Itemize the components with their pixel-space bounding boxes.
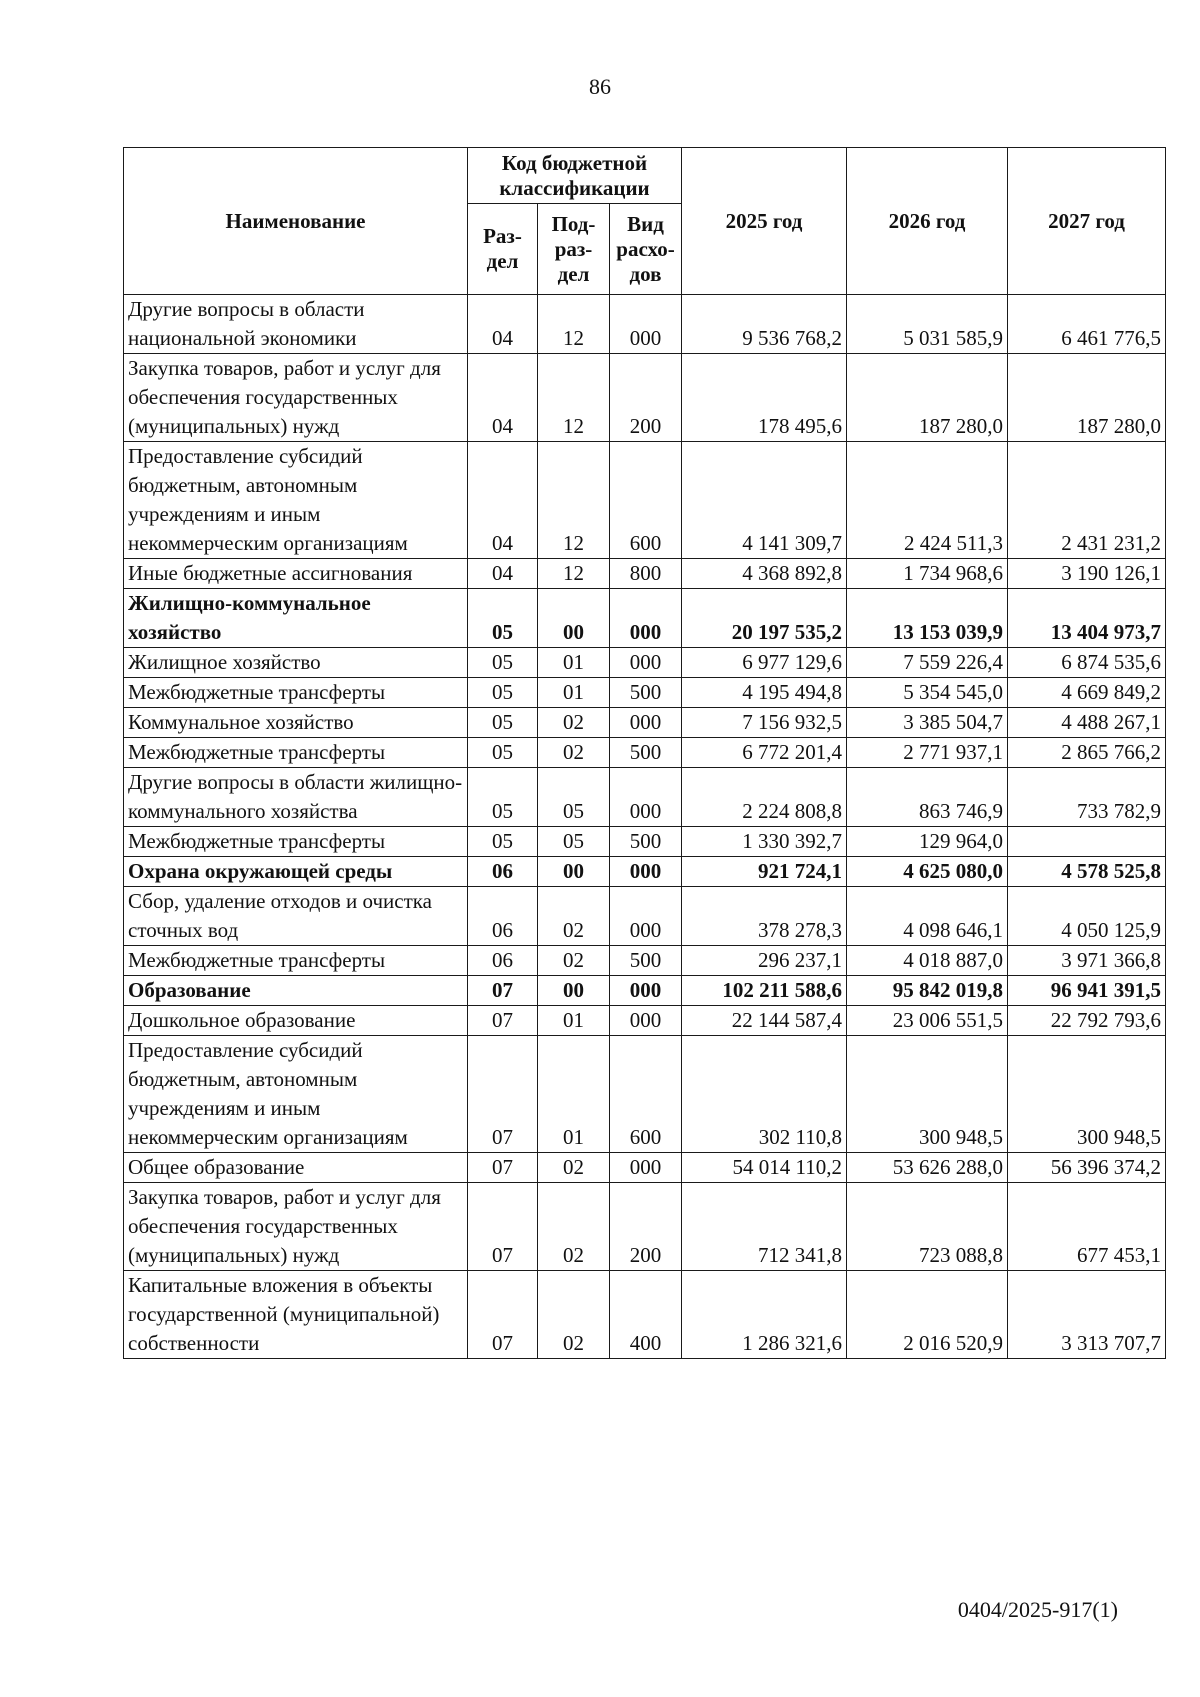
row-value-2027: 6 874 535,6 bbox=[1008, 648, 1166, 678]
row-value-2025: 4 195 494,8 bbox=[682, 678, 847, 708]
row-value-2026: 863 746,9 bbox=[847, 768, 1008, 827]
row-podrazdel: 05 bbox=[538, 827, 610, 857]
row-name: Межбюджетные трансферты bbox=[124, 678, 468, 708]
row-podrazdel: 00 bbox=[538, 857, 610, 887]
row-razdel: 04 bbox=[468, 559, 538, 589]
row-razdel: 07 bbox=[468, 1006, 538, 1036]
row-razdel: 05 bbox=[468, 648, 538, 678]
row-razdel: 04 bbox=[468, 442, 538, 559]
row-value-2025: 378 278,3 bbox=[682, 887, 847, 946]
budget-table bbox=[123, 147, 1166, 1359]
header-year-2025: 2025 год bbox=[682, 148, 847, 295]
table-row bbox=[124, 589, 1166, 648]
row-value-2025: 7 156 932,5 bbox=[682, 708, 847, 738]
row-razdel: 05 bbox=[468, 827, 538, 857]
row-value-2027: 300 948,5 bbox=[1008, 1036, 1166, 1153]
row-podrazdel: 02 bbox=[538, 946, 610, 976]
row-name: Межбюджетные трансферты bbox=[124, 738, 468, 768]
row-podrazdel: 02 bbox=[538, 1271, 610, 1359]
row-value-2027: 4 669 849,2 bbox=[1008, 678, 1166, 708]
row-vid-rashodov: 500 bbox=[610, 946, 682, 976]
row-value-2025: 296 237,1 bbox=[682, 946, 847, 976]
row-value-2027: 96 941 391,5 bbox=[1008, 976, 1166, 1006]
table-row bbox=[124, 768, 1166, 827]
table-row bbox=[124, 976, 1166, 1006]
row-podrazdel: 01 bbox=[538, 1036, 610, 1153]
row-name: Дошкольное образование bbox=[124, 1006, 468, 1036]
row-value-2026: 300 948,5 bbox=[847, 1036, 1008, 1153]
row-razdel: 05 bbox=[468, 768, 538, 827]
row-vid-rashodov: 500 bbox=[610, 827, 682, 857]
row-podrazdel: 00 bbox=[538, 589, 610, 648]
row-razdel: 05 bbox=[468, 589, 538, 648]
row-value-2025: 302 110,8 bbox=[682, 1036, 847, 1153]
row-razdel: 06 bbox=[468, 887, 538, 946]
row-name: Образование bbox=[124, 976, 468, 1006]
row-value-2027: 13 404 973,7 bbox=[1008, 589, 1166, 648]
row-value-2026: 2 424 511,3 bbox=[847, 442, 1008, 559]
row-razdel: 04 bbox=[468, 295, 538, 354]
row-vid-rashodov: 000 bbox=[610, 589, 682, 648]
row-value-2025: 1 330 392,7 bbox=[682, 827, 847, 857]
table-body bbox=[124, 295, 1166, 1359]
row-vid-rashodov: 200 bbox=[610, 354, 682, 442]
header-razdel: Раз-дел bbox=[468, 204, 538, 295]
table-row bbox=[124, 648, 1166, 678]
row-vid-rashodov: 500 bbox=[610, 738, 682, 768]
table-row bbox=[124, 827, 1166, 857]
row-value-2026: 4 625 080,0 bbox=[847, 857, 1008, 887]
row-value-2027: 4 050 125,9 bbox=[1008, 887, 1166, 946]
row-razdel: 06 bbox=[468, 857, 538, 887]
row-name: Закупка товаров, работ и услуг для обеспечения государственных (муниципальных) нужд bbox=[124, 354, 468, 442]
row-name: Капитальные вложения в объекты государственной (муниципальной) собственности bbox=[124, 1271, 468, 1359]
row-value-2026: 4 018 887,0 bbox=[847, 946, 1008, 976]
header-name: Наименование bbox=[124, 148, 468, 295]
row-value-2025: 921 724,1 bbox=[682, 857, 847, 887]
table-row bbox=[124, 1036, 1166, 1153]
header-vid-rashodov: Вид расхо-дов bbox=[610, 204, 682, 295]
row-podrazdel: 01 bbox=[538, 648, 610, 678]
row-name: Жилищно-коммунальное хозяйство bbox=[124, 589, 468, 648]
row-value-2025: 4 141 309,7 bbox=[682, 442, 847, 559]
row-value-2026: 23 006 551,5 bbox=[847, 1006, 1008, 1036]
row-vid-rashodov: 600 bbox=[610, 442, 682, 559]
row-value-2025: 9 536 768,2 bbox=[682, 295, 847, 354]
header-year-2027: 2027 год bbox=[1008, 148, 1166, 295]
header-code-group: Код бюджетной классификации bbox=[468, 148, 682, 204]
row-podrazdel: 01 bbox=[538, 1006, 610, 1036]
row-vid-rashodov: 600 bbox=[610, 1036, 682, 1153]
row-podrazdel: 12 bbox=[538, 295, 610, 354]
row-razdel: 05 bbox=[468, 678, 538, 708]
row-razdel: 07 bbox=[468, 1183, 538, 1271]
table-row bbox=[124, 1153, 1166, 1183]
row-value-2027: 677 453,1 bbox=[1008, 1183, 1166, 1271]
row-value-2027: 2 431 231,2 bbox=[1008, 442, 1166, 559]
row-podrazdel: 00 bbox=[538, 976, 610, 1006]
row-value-2026: 2 771 937,1 bbox=[847, 738, 1008, 768]
table-row bbox=[124, 442, 1166, 559]
row-vid-rashodov: 000 bbox=[610, 768, 682, 827]
row-name: Охрана окружающей среды bbox=[124, 857, 468, 887]
row-vid-rashodov: 200 bbox=[610, 1183, 682, 1271]
row-value-2025: 4 368 892,8 bbox=[682, 559, 847, 589]
row-podrazdel: 02 bbox=[538, 1183, 610, 1271]
table-row bbox=[124, 354, 1166, 442]
row-podrazdel: 05 bbox=[538, 768, 610, 827]
row-value-2026: 5 031 585,9 bbox=[847, 295, 1008, 354]
row-vid-rashodov: 000 bbox=[610, 648, 682, 678]
row-value-2025: 6 772 201,4 bbox=[682, 738, 847, 768]
row-vid-rashodov: 000 bbox=[610, 708, 682, 738]
row-podrazdel: 02 bbox=[538, 738, 610, 768]
row-value-2027: 733 782,9 bbox=[1008, 768, 1166, 827]
row-value-2025: 712 341,8 bbox=[682, 1183, 847, 1271]
row-value-2025: 54 014 110,2 bbox=[682, 1153, 847, 1183]
row-vid-rashodov: 800 bbox=[610, 559, 682, 589]
row-vid-rashodov: 000 bbox=[610, 857, 682, 887]
page-number: 86 bbox=[589, 74, 611, 99]
table-row bbox=[124, 559, 1166, 589]
row-name: Жилищное хозяйство bbox=[124, 648, 468, 678]
row-value-2026: 4 098 646,1 bbox=[847, 887, 1008, 946]
row-podrazdel: 12 bbox=[538, 559, 610, 589]
row-value-2027: 3 190 126,1 bbox=[1008, 559, 1166, 589]
row-razdel: 07 bbox=[468, 1036, 538, 1153]
table-row bbox=[124, 946, 1166, 976]
row-vid-rashodov: 000 bbox=[610, 295, 682, 354]
row-value-2026: 129 964,0 bbox=[847, 827, 1008, 857]
header-podrazdel: Под-раз-дел bbox=[538, 204, 610, 295]
row-name: Общее образование bbox=[124, 1153, 468, 1183]
row-name: Закупка товаров, работ и услуг для обеспечения государственных (муниципальных) нужд bbox=[124, 1183, 468, 1271]
row-razdel: 04 bbox=[468, 354, 538, 442]
table-row bbox=[124, 738, 1166, 768]
row-podrazdel: 02 bbox=[538, 887, 610, 946]
row-razdel: 05 bbox=[468, 738, 538, 768]
row-value-2026: 13 153 039,9 bbox=[847, 589, 1008, 648]
row-name: Межбюджетные трансферты bbox=[124, 827, 468, 857]
row-vid-rashodov: 000 bbox=[610, 1153, 682, 1183]
table-row bbox=[124, 1183, 1166, 1271]
row-name: Межбюджетные трансферты bbox=[124, 946, 468, 976]
row-razdel: 07 bbox=[468, 1271, 538, 1359]
document-code: 0404/2025-917(1) bbox=[957, 1597, 1118, 1622]
row-name: Предоставление субсидий бюджетным, автономным учреждениям и иным некоммерческим организациям bbox=[124, 1036, 468, 1153]
row-value-2027: 187 280,0 bbox=[1008, 354, 1166, 442]
row-podrazdel: 02 bbox=[538, 1153, 610, 1183]
row-vid-rashodov: 400 bbox=[610, 1271, 682, 1359]
row-value-2026: 3 385 504,7 bbox=[847, 708, 1008, 738]
row-value-2027: 6 461 776,5 bbox=[1008, 295, 1166, 354]
row-name: Иные бюджетные ассигнования bbox=[124, 559, 468, 589]
row-value-2027: 4 488 267,1 bbox=[1008, 708, 1166, 738]
row-name: Другие вопросы в области национальной экономики bbox=[124, 295, 468, 354]
row-value-2026: 2 016 520,9 bbox=[847, 1271, 1008, 1359]
row-name: Сбор, удаление отходов и очистка сточных вод bbox=[124, 887, 468, 946]
row-podrazdel: 01 bbox=[538, 678, 610, 708]
row-value-2026: 95 842 019,8 bbox=[847, 976, 1008, 1006]
row-vid-rashodov: 000 bbox=[610, 887, 682, 946]
row-razdel: 05 bbox=[468, 708, 538, 738]
row-value-2027: 2 865 766,2 bbox=[1008, 738, 1166, 768]
row-value-2025: 2 224 808,8 bbox=[682, 768, 847, 827]
row-value-2025: 1 286 321,6 bbox=[682, 1271, 847, 1359]
row-vid-rashodov: 000 bbox=[610, 1006, 682, 1036]
table-row bbox=[124, 295, 1166, 354]
table-row bbox=[124, 1271, 1166, 1359]
row-value-2026: 1 734 968,6 bbox=[847, 559, 1008, 589]
row-name: Коммунальное хозяйство bbox=[124, 708, 468, 738]
row-podrazdel: 12 bbox=[538, 354, 610, 442]
table-row bbox=[124, 857, 1166, 887]
row-vid-rashodov: 500 bbox=[610, 678, 682, 708]
row-name: Другие вопросы в области жилищно-коммунального хозяйства bbox=[124, 768, 468, 827]
row-value-2026: 53 626 288,0 bbox=[847, 1153, 1008, 1183]
table-row bbox=[124, 1006, 1166, 1036]
header-year-2026: 2026 год bbox=[847, 148, 1008, 295]
row-value-2026: 5 354 545,0 bbox=[847, 678, 1008, 708]
row-value-2027: 22 792 793,6 bbox=[1008, 1006, 1166, 1036]
row-value-2026: 7 559 226,4 bbox=[847, 648, 1008, 678]
row-value-2027: 4 578 525,8 bbox=[1008, 857, 1166, 887]
row-razdel: 06 bbox=[468, 946, 538, 976]
row-value-2025: 178 495,6 bbox=[682, 354, 847, 442]
row-value-2025: 6 977 129,6 bbox=[682, 648, 847, 678]
row-value-2027 bbox=[1008, 827, 1166, 857]
row-vid-rashodov: 000 bbox=[610, 976, 682, 1006]
row-value-2027: 56 396 374,2 bbox=[1008, 1153, 1166, 1183]
table-row bbox=[124, 708, 1166, 738]
row-value-2025: 22 144 587,4 bbox=[682, 1006, 847, 1036]
row-value-2025: 102 211 588,6 bbox=[682, 976, 847, 1006]
row-name: Предоставление субсидий бюджетным, автономным учреждениям и иным некоммерческим организациям bbox=[124, 442, 468, 559]
row-value-2026: 723 088,8 bbox=[847, 1183, 1008, 1271]
row-value-2027: 3 313 707,7 bbox=[1008, 1271, 1166, 1359]
row-podrazdel: 12 bbox=[538, 442, 610, 559]
row-value-2027: 3 971 366,8 bbox=[1008, 946, 1166, 976]
table-row bbox=[124, 678, 1166, 708]
row-podrazdel: 02 bbox=[538, 708, 610, 738]
row-razdel: 07 bbox=[468, 976, 538, 1006]
table-row bbox=[124, 887, 1166, 946]
row-value-2025: 20 197 535,2 bbox=[682, 589, 847, 648]
row-razdel: 07 bbox=[468, 1153, 538, 1183]
row-value-2026: 187 280,0 bbox=[847, 354, 1008, 442]
table-header bbox=[124, 148, 1166, 295]
